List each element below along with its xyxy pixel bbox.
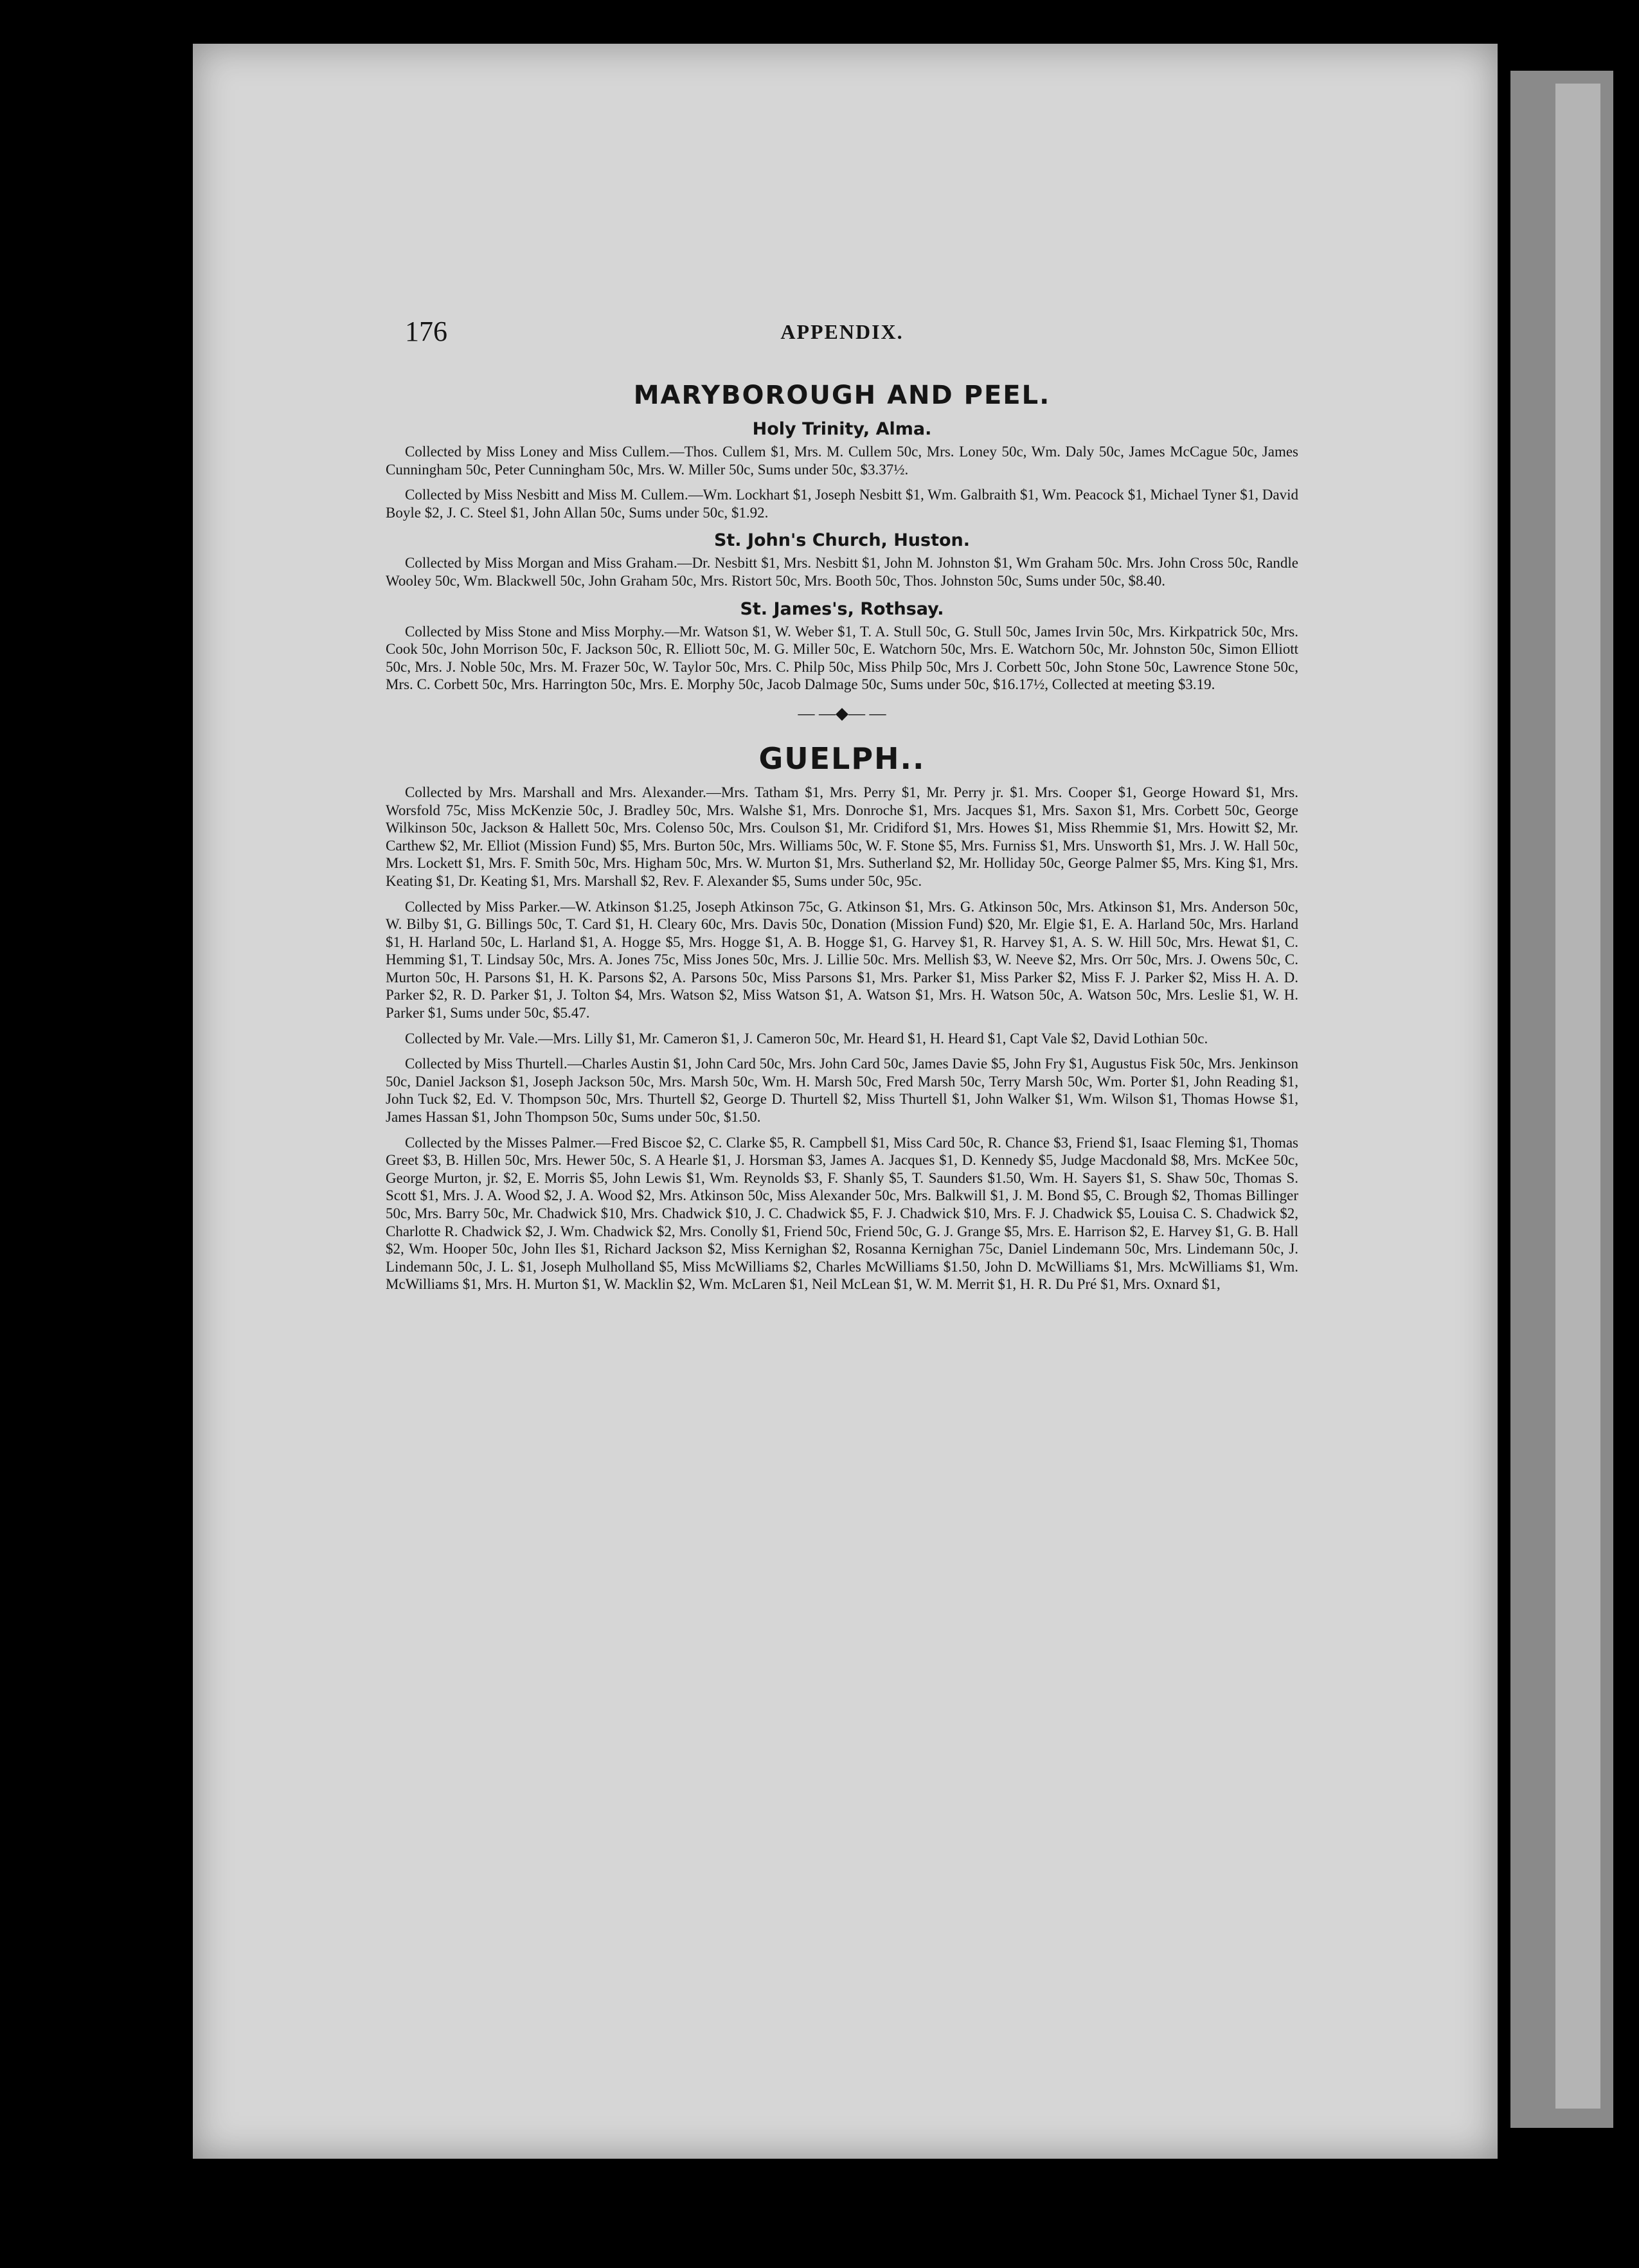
running-head xyxy=(386,315,1298,347)
collection-entry: Collected by Miss Loney and Miss Cullem.—Thos. Cullem $1, Mrs. M. Cullem 50c, Mrs. Loney 50c, Wm. Daly 50c, James McCague 50c, James Cunningham 50c, Peter Cunningham 50c, Mrs. W. Miller 50c, Sums under 50c, $3.37½. xyxy=(386,444,1298,478)
collection-entry: Collected by Miss Parker.—W. Atkinson $1.25, Joseph Atkinson 75c, G. Atkinson $1, Mrs. G. Atkinson 50c, Mrs. Atkinson $1, Mrs. Anderson 50c, W. Bilby $1, G. Billings 50c, T. Card $1, H. Cleary 60c, Mrs. Davis 50c, Donation (Mission Fund) $20, Mr. Elgie $1, E. A. Harland 50c, Mrs. Harland $1, H. Harland 50c, L. Harland $1, A. Hogge $5, Mrs. Hogge $1, A. B. Hogge $1, G. Harvey $1, R. Harvey $1, A. S. W. Hill 50c, Mrs. Hewat $1, C. Hemming $1, T. Lindsay 50c, Mrs. A. Jones 75c, Miss Jones 50c, Mrs. J. Lillie 50c. Mrs. Mellish $3, W. Neeve $2, Mrs. Orr 50c, Mrs. J. Owens 50c, C. Murton 50c, H. Parsons $1, H. K. Parsons $2, A. Parsons 50c, Miss Parsons $1, Mrs. Parker $1, Miss Parker $2, Miss F. J. Parker $2, Miss H. A. D. Parker $2, R. D. Parker $1, J. Tolton $4, Mrs. Watson $2, Miss Watson $1, A. Watson $1, Mrs. H. Watson 50c, A. Watson 50c, Mrs. Leslie $1, W. H. Parker $1, Sums under 50c, $5.47. xyxy=(386,898,1298,1022)
collection-entry: Collected by Miss Morgan and Miss Graham.—Dr. Nesbitt $1, Mrs. Nesbitt $1, John M. Johnston $1, Wm Graham 50c. Mrs. John Cross 50c, Randle Wooley 50c, Wm. Blackwell 50c, John Graham 50c, Mrs. Ristort 50c, Mrs. Booth 50c, Thos. Johnston 50c, Sums under 50c, $8.40. xyxy=(386,555,1298,589)
parish-heading-st-johns: St. John's Church, Huston. xyxy=(713,530,971,551)
collection-entry: Collected by the Misses Palmer.—Fred Biscoe $2, C. Clarke $5, R. Campbell $1, Miss Card 50c, R. Chance $3, Friend $1, Isaac Fleming $1, Thomas Greet $3, B. Hillen 50c, Mrs. Hewer 50c, S. A Hearle $1, J. Horsman $3, James A. Jacques $1, D. Kennedy $5, Judge Macdonald $8, Mrs. McKee 50c, George Murton, jr. $2, E. Morris $5, John Lewis $1, Wm. Reynolds $3, F. Shanly $5, T. Saunders $1.50, Wm. H. Sayers $1, S. Shaw 50c, Thomas S. Scott $1, Mrs. J. A. Wood $2, J. A. Wood $2, Mrs. Atkinson 50c, Miss Alexander 50c, Mrs. Balkwill $1, J. M. Bond $5, C. Brough $2, Thomas Billinger 50c, Mrs. Barry 50c, Mr. Chadwick $10, Mrs. Chadwick $10, J. C. Chadwick $5, F. J. Chadwick $10, Mrs. F. J. Chadwick $5, Louisa C. S. Chadwick $2, Charlotte R. Chadwick $2, J. Wm. Chadwick $2, Mrs. Conolly $1, Friend 50c, Friend 50c, G. J. Grange $5, Mrs. E. Harrison $2, E. Harvey $1, G. B. Hall $2, Wm. Hooper 50c, John Iles $1, Richard Jackson $2, Miss Kernighan $2, Rosanna Kernighan 75c, Daniel Lindemann 50c, Mrs. Lindemann 50c, J. Lindemann 50c, J. L. $1, Joseph Mulholland $5, Miss McWilliams $2, Charles McWilliams $1.50, John D. McWilliams $1, Mrs. McWilliams $1, Wm. McWilliams $1, Mrs. H. Murton $1, W. Macklin $2, Wm. McLaren $1, Neil McLean $1, W. M. Merrit $1, H. R. Du Pré $1, Mrs. Oxnard $1, xyxy=(386,1134,1298,1293)
section-divider-ornament: — —◆— — xyxy=(798,703,886,723)
page-number: 176 xyxy=(405,316,447,347)
collection-entry: Collected by Miss Stone and Miss Morphy.—Mr. Watson $1, W. Weber $1, T. A. Stull 50c, G. Stull 50c, James Irvin 50c, Mrs. Kirkpatrick 50c, Mrs. Cook 50c, John Morrison 50c, F. Jackson 50c, R. Elliott 50c, M. G. Miller 50c, E. Watchorn 50c, Mrs. E. Watchorn 50c, Mr. Johnston 50c, Simon Elliott 50c, Mrs. J. Noble 50c, Mrs. M. Frazer 50c, W. Taylor 50c, Mrs. C. Philp 50c, Miss Philp 50c, Mrs J. Corbett 50c, John Stone 50c, Lawrence Stone 50c, Mrs. C. Corbett 50c, Mrs. Harrington 50c, Mrs. E. Morphy 50c, Jacob Dalmage 50c, Sums under 50c, $16.17½, Collected at meeting $3.19. xyxy=(386,623,1298,693)
page-content xyxy=(386,315,1298,1301)
section-heading-guelph: GUELPH.. xyxy=(758,741,926,776)
adjacent-page-edge-inner xyxy=(1555,84,1600,2109)
collection-entry: Collected by Miss Thurtell.—Charles Austin $1, John Card 50c, Mrs. John Card 50c, James Davie $5, John Fry $1, Augustus Fisk 50c, Mrs. Jenkinson 50c, Daniel Jackson $1, Joseph Jackson 50c, Mrs. Marsh 50c, Wm. H. Marsh 50c, Fred Marsh 50c, Terry Marsh 50c, Wm. Porter $1, John Reading $1, John Tuck $2, Ed. V. Thompson 50c, Mrs. Thurtell $2, George D. Thurtell $2, Miss Thurtell $1, John Walker $1, Wm. Wilson $1, Thomas Howse $1, James Hassan $1, John Thompson 50c, Sums under 50c, $1.50. xyxy=(386,1056,1298,1126)
running-title: APPENDIX. xyxy=(780,320,904,343)
collection-entry: Collected by Mr. Vale.—Mrs. Lilly $1, Mr. Cameron $1, J. Cameron 50c, Mr. Heard $1, H. Heard $1, Capt Vale $2, David Lothian 50c. xyxy=(405,1030,1208,1047)
collection-entry: Collected by Mrs. Marshall and Mrs. Alexander.—Mrs. Tatham $1, Mrs. Perry $1, Mr. Perry jr. $1. Mrs. Cooper $1, George Howard $1, Mrs. Worsfold 75c, Miss McKenzie 50c, J. Bradley 50c, Mrs. Walshe $1, Mrs. Donroche $1, Mrs. Jacques $1, Mrs. Saxon $1, Mrs. Corbett 50c, George Wilkinson 50c, Jackson & Hallett 50c, Mrs. Colenso 50c, Mrs. Coulson $1, Mr. Cridiford $1, Mrs. Howes $1, Miss Rhemmie $1, Mrs. Howitt $2, Mr. Carthew $2, Mr. Elliot (Mission Fund) $5, Mrs. Burton 50c, Mrs. Williams 50c, W. F. Stone $5, Mrs. Furniss $1, Mrs. Unsworth $1, Mrs. J. W. Hall 50c, Mrs. Lockett $1, Mrs. F. Smith 50c, Mrs. Higham 50c, Mrs. W. Murton $1, Mrs. Sutherland $2, Mr. Holliday 50c, George Palmer $5, Mrs. King $1, Mrs. Keating $1, Dr. Keating $1, Mrs. Marshall $2, Rev. F. Alexander $5, Sums under 50c, 95c. xyxy=(386,784,1298,889)
parish-heading-st-james: St. James's, Rothsay. xyxy=(740,598,944,619)
parish-heading-holy-trinity: Holy Trinity, Alma. xyxy=(752,419,932,439)
section-heading-maryborough: MARYBOROUGH AND PEEL. xyxy=(633,381,1051,410)
collection-entry: Collected by Miss Nesbitt and Miss M. Cullem.—Wm. Lockhart $1, Joseph Nesbitt $1, Wm. Galbraith $1, Wm. Peacock $1, Michael Tyner $1, David Boyle $2, J. C. Steel $1, John Allan 50c, Sums under 50c, $1.92. xyxy=(386,487,1298,521)
